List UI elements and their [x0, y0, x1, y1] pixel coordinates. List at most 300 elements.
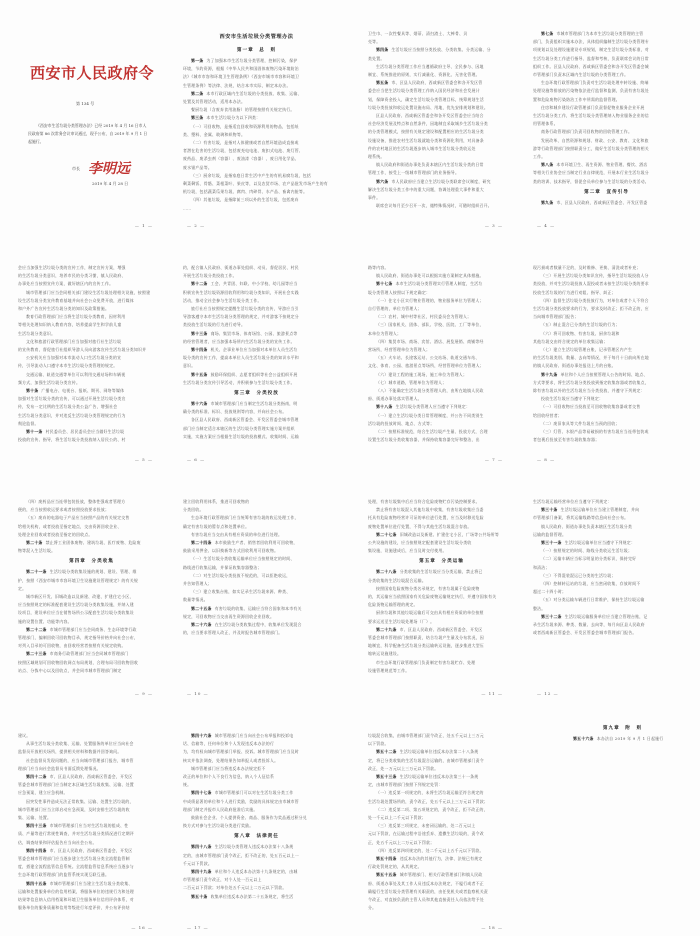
text-line: （二）废旧家具等大件垃圾应当预约回收；: [541, 420, 620, 426]
article-line: [18, 847, 165, 855]
article-line: [18, 650, 165, 658]
text-line: 等相关处理知识纳入教育内容，培养提高学生和学前儿童: [18, 322, 122, 328]
text-line: 统。: [183, 782, 192, 788]
text-line: 营场所，经营管理单位为管理人；: [368, 347, 431, 353]
article-text: 市城市管理部门应当会同商务、生态环境等行政: [49, 626, 137, 632]
article-number: 第十二条: [191, 281, 208, 287]
text-line: 者包裹后投放至有害垃圾收集容器；: [533, 437, 600, 443]
text-line: 开展生活垃圾分类投放工作。: [183, 273, 237, 279]
text-line: 中成绩显著的单位和个人进行奖励，奖励的具体规定由市城市管: [183, 798, 299, 804]
article-number: 第四十二条: [26, 774, 47, 780]
text-line: 处理设施等排放的污染物依法进行监督和监测，负责有害垃圾处: [533, 88, 649, 94]
text-line: 因突发性事件造成无法正常收集、运输、处置生活垃圾的，: [26, 798, 134, 804]
article-line: [183, 346, 330, 354]
text-line: 按照国家危险废物分类名录规定，有害垃圾属于危险废物: [376, 585, 480, 591]
text-line: 建立回收利用体系，推进可回收物的: [183, 499, 250, 504]
article-number: 第十条: [26, 388, 39, 394]
text-line: 度，搭建全流程监管信息系统。全流程监管信息系统应当逐步与: [18, 864, 134, 870]
text-line: 教育行政管理部门应当将生活垃圾分类教育，因材利用: [26, 314, 126, 320]
page-body: [368, 30, 515, 212]
page-body: [533, 498, 680, 680]
article-number: 第五十四条: [376, 856, 397, 862]
page-number: — 12 —: [537, 691, 559, 696]
page-16: [0, 702, 175, 936]
article-line: [183, 868, 330, 876]
text-line: （二）运输车辆应当标示明显的分类标识，保持完好: [541, 556, 637, 562]
article-number: 第四十九条: [191, 869, 212, 875]
chapter-heading: 第一章 总 则: [236, 48, 277, 53]
article-text: 广播电台、电视台、报纸、期刊、网络等媒体: [41, 388, 125, 394]
text-line: 用管理体系。: [533, 121, 558, 127]
article-line: [368, 568, 515, 576]
article-text: 城市管理部门、相关行政管理部门和镇人民政: [399, 872, 483, 878]
text-line: 设施设备，推进农村生活垃圾就地分类和资源化利用，对具备条: [368, 137, 484, 143]
chapter-heading: 第五章 分类运输: [419, 559, 464, 565]
text-line: 市管理部门备案，将其运输线路等信息向社会公布。: [533, 515, 629, 521]
text-line: （七）建立生活垃圾管理台账，记录管理区内产生: [541, 347, 633, 353]
article-text: 市城市管理部门应当对生活垃圾的组成、性: [49, 823, 129, 829]
article-number: 第十九条: [541, 371, 558, 377]
text-line: 约，配合镇人民政府、街道办事处组织、动员、督促居民、村民: [183, 265, 299, 270]
article-line: [533, 371, 680, 379]
article-number: 第三十条: [541, 507, 558, 513]
article-text: 生活垃圾运输单位应当建立管理制度，并向: [560, 507, 640, 513]
text-line: 项规划以及处理设施建设专项规划，制定生活垃圾分类标准，对: [533, 47, 649, 53]
text-line: 令改正，对直接负责的主管人员和其他直接责任人员依法给予处: [368, 897, 484, 903]
article-text: 本市环境卫生、再生资源、物业管理、餐饮、酒店: [556, 162, 648, 168]
page-body: [18, 498, 165, 680]
text-line: 管委会城市管理部门应当逐步建立生活垃圾分类全流程监管制: [18, 856, 130, 862]
text-line: 区县人民政府、西咸新区管委会和各开发区管委会应当结合: [376, 113, 484, 119]
article-text: 市、区县人民政府，西咸新区管委会，开发区: [49, 847, 133, 853]
text-line: 改正的单位和个人不良行为信息，纳入个人征信系: [183, 774, 275, 780]
text-line: 发展改革、自然资源和规划、财政、公安、教育、文化和旅: [541, 137, 649, 143]
text-line: 方式等要求，将生活垃圾分类投放到指定收集容器或者收集点，: [533, 379, 649, 385]
text-line: 交通运输、轨道交通等单位可以利用交通站场和车辆视: [26, 371, 126, 377]
text-line: 废水银产品等。: [183, 164, 212, 170]
page-number: — 4 —: [537, 223, 556, 228]
page-number: — 8 —: [537, 457, 556, 462]
page-9: [0, 468, 175, 702]
article-line: [183, 789, 330, 797]
page-8: [525, 234, 700, 468]
article-text: 市城市管理部门应当制定生活垃圾分类指南，明: [210, 401, 298, 407]
text-line: （四）集贸市场、商场、宾馆、酒店、展览展销、商铺等经: [376, 338, 484, 344]
text-line: 禁止将有害垃圾混入其他垃圾中收集，有害垃圾收集应当委: [376, 507, 484, 513]
article-number: 第五条: [376, 80, 389, 86]
article-text: 工会、共青团、妇联、中小学校、幼儿园等应当: [210, 281, 298, 287]
text-line: 文化和旅游行政管理部门应当加强对旅行社生活垃圾: [26, 338, 122, 344]
page-17: [175, 702, 350, 936]
article-number: 第四十五条: [26, 880, 47, 886]
text-line: （五）火车站、长途客运站、公交站场、轨道交通车站、: [376, 355, 480, 361]
article-line: [183, 732, 330, 740]
page-7: [350, 234, 525, 468]
text-line: （一）住宅小区实行物业管理的，物业服务单位为管理人；: [376, 297, 484, 303]
article-text: 生活垃圾运输单位应当遵守下列规定：: [564, 540, 636, 546]
chapter-heading: 第四章 分类收集: [69, 559, 114, 565]
text-line: 环境，节约资源，根据《中华人民共和国固体废物污染环境防治: [183, 66, 299, 72]
text-line: 规定，可回收物应当交由再生资源回收企业回收。: [183, 613, 275, 619]
text-line: 镇人民政府和街道办事处负责本辖区内生活垃圾分类的日常: [376, 162, 484, 168]
text-line: 意识。: [183, 363, 196, 369]
text-line: 分。: [368, 905, 377, 911]
text-line: 类投放生活垃圾的行为进行劝导。: [183, 322, 246, 328]
text-line: 活垃圾的投放时间、地点、方式等；: [368, 420, 435, 426]
text-line: 组织工作。区县人民政府、西咸新区管委会和各开发区管委会城: [533, 63, 649, 69]
article-text: 市人民政府应当建立生活垃圾分类联席会议制度，研究: [391, 178, 491, 184]
text-line: 元以下罚款，在运输过程中沿途丢弃、遗撒生活垃圾的，责令改: [368, 831, 484, 837]
page-4: [525, 0, 700, 234]
order-date: 2019 年 4 月 28 日: [92, 181, 129, 186]
article-line: [533, 613, 680, 621]
text-line: 设生活垃圾分类宣传教育基地并向社会公众免费开放，进行媒体: [18, 297, 134, 303]
text-line: 要求运送至生活垃圾处理场（厂）。: [368, 618, 435, 624]
article-line: [18, 626, 165, 634]
text-line: 管理工作，接受上一级城市管理部门的业务指导。: [368, 170, 460, 176]
text-line: 导游客遵守本市生活垃圾分类管理的规定，并对游客不按规定分: [183, 314, 299, 320]
article-line: [368, 79, 515, 87]
text-line: 商务行政管理部门负责可回收物的回收管理工作。: [541, 129, 633, 135]
text-line: 以下罚款。: [368, 741, 389, 747]
page-19-appendix: [525, 702, 700, 936]
text-line: 垃圾混合收集，由城市管理部门责令改正，处五千元以上三万元: [368, 733, 484, 738]
text-line: 解决生活垃圾分类工作中的重大问题，协调处理重大事件和重大: [368, 186, 484, 192]
page-body: [368, 732, 515, 914]
article-line: [183, 400, 330, 408]
text-line: 的镇人民政府、街道办事处报送上月的台账。: [533, 363, 616, 369]
text-line: （二）按照标准规范，结合生活垃圾产生量、投放方式，合理: [376, 429, 488, 435]
article-text: 机关、企事业单位应当加强对本单位人员生活垃: [210, 347, 298, 353]
text-line: 分类回收。: [183, 507, 204, 513]
text-line: 二百元以下罚款；对单位处五千元以上二万元以下罚款。: [183, 885, 287, 891]
article-text: 城市管理部门应当向社会公布举报和投诉电: [214, 733, 294, 738]
article-number: 第三十二条: [541, 613, 562, 619]
text-line: 部门应当制定适合本辖区的生活垃圾分类管理实施方案并组织: [183, 425, 295, 431]
text-line: 制宜、系统推进的原则，实行减量化、资源化、无害化管理。: [368, 72, 480, 78]
text-line: （六）建设工程的施工现场，施工单位为管理人；: [376, 371, 468, 377]
article-line: [368, 280, 515, 288]
text-line: 办事处应当按照宣传方案，做好辖区内的宣传工作。: [18, 281, 114, 287]
article-number: 第二十条: [26, 540, 43, 546]
text-line: 的，应当要求管理人改正，并及时报告城市管理部门。: [183, 630, 283, 636]
text-line: （四）控制转运站的垃圾，应当密闭收集，存放时间不: [541, 581, 641, 587]
chapter-heading: 第八章 法律责任: [234, 834, 279, 840]
text-line: 应当按照规定的标准配套建设生活垃圾分类收集设施，并纳入建: [18, 602, 134, 608]
text-line: 录生活垃圾来源、种类、数量、去向等，每月向区县人民政府: [533, 622, 645, 628]
article-text: 市、区县人民政府，西咸新区管委会，开发区: [49, 774, 133, 780]
text-line: 数量等情况。: [183, 597, 208, 603]
text-line: 正，处五千元以上二万元以下罚款；: [368, 839, 435, 845]
page-body: [18, 732, 165, 914]
text-line: 城市管理部门应当将违反本办法规定拒不: [191, 765, 266, 771]
article-text: 旧城改造以及新建、扩建住宅小区，广场等公共场所等: [399, 531, 500, 537]
page-body: [183, 30, 330, 212]
text-line: 处理，有害垃圾集中后应当符合危险废物贮存污染控制要求。: [368, 499, 480, 504]
text-line: 地制宜，科学配备生活垃圾分类运输转运设施，逐步推进大型压: [368, 643, 484, 649]
text-line: 餐厨垃圾（含废弃食用油脂）的管理按照有关规定执行。: [191, 107, 295, 113]
text-line: 服务单位的服务质量和信用等级进行年度评价，并公布评价结: [18, 905, 130, 911]
text-line: （六）将可回收物、有害垃圾、厨余垃圾和: [541, 330, 620, 336]
article-text: 市城市管理部门可以对在生活垃圾分类工作: [214, 790, 294, 796]
article-line: [368, 531, 515, 539]
article-line: [533, 199, 680, 207]
article-text: 为了加强本市生活垃圾分类管理，控制污染，保护: [206, 58, 298, 63]
page-number: — 16 —: [131, 925, 153, 930]
article-number: 第七条: [541, 31, 554, 36]
page-number: — 3 —: [484, 223, 503, 228]
page-body: [18, 264, 165, 446]
text-line: 缩转运设施建设。: [368, 651, 402, 657]
text-line: 社会监督员发现问题的，应当向城市管理部门报告，城市管: [26, 757, 134, 763]
text-line: 类处置。: [368, 55, 385, 61]
page-1-cover: [0, 0, 175, 234]
text-line: 应急预案，建立应急机制。: [18, 790, 68, 796]
text-line: 积极宣传生活垃圾资源回收利用和垃圾分类知识，开展社会实践: [183, 289, 299, 295]
text-line: 为，均有权向城市管理部门举报、投诉。城市管理部门应当及时: [183, 749, 299, 755]
text-line: 旅行社应当按照规定提醒生活垃圾分类的宣传，导游应当引: [191, 306, 299, 312]
article-line: [18, 539, 165, 547]
article-text: 鼓励环保组织、志愿者组织等社会公益组织开展: [210, 371, 298, 377]
article-text: 市城市管理部门应当建立生活垃圾分类收集、: [49, 880, 133, 886]
article-number: 第十六条: [191, 401, 208, 407]
text-line: 站点、分拣中心以及回收点，并会同市城市管理部门制定: [18, 667, 122, 673]
page-number: — 18 —: [481, 925, 503, 930]
text-line: 设置生活垃圾分类收集容器，并保持收集容器完好和整洁，出: [368, 437, 480, 443]
article-text: 生活垃圾运输服务单位应当建立管理台账，记: [564, 613, 648, 619]
article-line: [533, 506, 680, 514]
text-line: 分类收集的生活垃圾混合运输。: [368, 577, 426, 583]
article-text: 商场、集贸市场、体育场馆、公园、旅游景点等: [210, 330, 298, 336]
regulation-title: 西安市生活垃圾分类管理办法: [219, 34, 294, 40]
article-text: 单位和个人违反本办法第十九条规定的，由城: [214, 869, 298, 875]
text-line: 给回收经营者；: [533, 412, 562, 418]
text-line: 对列入目录的可回收物，由回收经营者按照有关规定收购。: [18, 643, 126, 649]
page-body: [533, 264, 680, 446]
text-line: 频方式，加强生活垃圾分类宣传。: [18, 379, 81, 385]
page-2: [175, 0, 350, 234]
chapter-heading: 第三章 分类投放: [234, 391, 279, 397]
text-line: 千元以下罚款。: [183, 860, 212, 866]
text-line: 者潜在危害的生活垃圾，包括废充电电池、废扣式电池、废灯管、: [183, 148, 304, 154]
article-number: 第五十六条: [573, 736, 594, 741]
page-number: — 10 —: [187, 691, 209, 696]
text-line: 的宣传教育，督促旅行社组织导游人员向游客宣传生活垃圾分类知识并: [18, 347, 147, 353]
text-line: （三）违反第三项规定，未密闭运输的，处二百元以上: [376, 823, 476, 829]
text-line: 估，调查结果和评估报告应当向社会公布。: [18, 839, 97, 845]
article-line: [183, 893, 330, 901]
text-line: 自行管理的，单位为管理人；: [368, 306, 422, 312]
text-line: 厨余垃圾和其他垃圾运输后可交由具有相应资质的单位按照: [376, 610, 484, 616]
article-line: [18, 428, 165, 436]
text-line: 确分类的标准、标识、投放规则等内容，并向社会公布。: [183, 409, 287, 415]
text-line: 生活垃圾分类工作进行指导、监督和考核，负责联席会议的日常: [533, 55, 649, 61]
text-line: 生活垃圾分类意识，并对违反生活垃圾分类管理规定的行为: [18, 412, 126, 418]
text-line: 除有害垃圾以外的生活垃圾应当分类投放，并遵守下列规定：: [533, 388, 645, 394]
text-line: （二）有害垃圾，是指对人体健康或者自然环境造成直接或: [191, 140, 299, 146]
article-line: [368, 403, 515, 411]
text-line: 集、运输、处置。: [18, 815, 52, 821]
text-line: 生活垃圾分类管理工作应当遵循政府主导、全民参与、因地: [376, 63, 484, 69]
text-line: 市管理部门负责本区域内生活垃圾的分类管理工作。: [533, 72, 629, 78]
text-line: 结果等信息纳入信用档案和环境卫生服务单位信用评价体系，对: [18, 897, 134, 903]
article-number: 第三条: [191, 115, 204, 121]
text-line: 生管理条例》等法律、法规，结合本市实际，制定本办法。: [183, 82, 291, 88]
text-line: 生活垃圾分类投放要求的行为，要求及时改正；拒不改正的，应: [533, 306, 649, 312]
article-line: [533, 161, 680, 169]
article-text: 本市鼓励生产者、销售者回收利用可回收物，: [214, 540, 298, 546]
text-line: 传，引导流动人口遵守本市生活垃圾分类管理的规定。: [18, 363, 118, 369]
text-line: （三）开展生活垃圾分类知识宣传，指导生活垃圾投放人分: [541, 273, 649, 279]
text-line: 各区县人民政府、西咸新区管委会、开发区管委会城市管理: [191, 417, 299, 423]
promulgation-text: 《西安市生活垃圾分类管理办法》已经 2019 年 4 月 16 日市人民政府第 86 次常务会议审议通过，现予公布，自 2019 年 9 月 1 日起施行。: [28, 123, 148, 144]
article-line: [183, 330, 330, 338]
article-number: 第四十六条: [191, 733, 212, 738]
text-line: 和清洁；: [533, 564, 550, 570]
text-line: 壳等。: [368, 39, 381, 45]
article-number: 第二条: [191, 90, 204, 96]
text-line: （三）不得混装混运已分类的生活垃圾；: [541, 572, 616, 578]
text-line: 定的，由城市管理部门责令改正，拒不改正的，处五百元以上一: [183, 852, 299, 858]
text-line: 危险货物运输管理的规定。: [368, 602, 418, 608]
text-line: 生活垃圾分类宣传引导活动，并积极参与生活垃圾分类工作。: [183, 379, 295, 385]
text-line: （三）建立收集台账，如实记录生活垃圾来源、种类、: [191, 589, 291, 595]
page-body: [368, 264, 515, 446]
text-line: 机垃圾，包括蔬菜瓜果垃圾、腐肉、肉碎骨、水产品、畜禽内脏等。: [183, 189, 308, 195]
text-line: 话、信箱等，任何单位和个人发现违反本办法的行: [183, 741, 275, 747]
page-body: [183, 264, 330, 446]
text-line: 鼓励社会企业、个人提供资金、商品、服务作为奖品通过积分兑: [191, 815, 307, 821]
text-line: 垃圾分类投放和收运处置设施布局、用地，优先安排规划和建设。: [368, 104, 489, 110]
article-text: 本市行政区域内生活垃圾的分类投放、收集、运输、: [206, 90, 302, 96]
text-line: 府、街道办事处落实管理人。: [368, 396, 422, 402]
text-line: 生态环境行政管理部门的监管系统实现互联互通。: [18, 872, 110, 878]
text-line: （八）不能确定生活垃圾分类管理人的，由所在地镇人民政: [376, 388, 484, 394]
article-text: 禁止将工业固体废物、建筑垃圾、医疗废物、危险废: [45, 540, 141, 546]
article-number: 第五十五条: [376, 872, 397, 878]
page-11: [350, 468, 525, 702]
text-line: 生活垃圾分类工作，将生活垃圾分类管理纳入物业服务企业的信: [533, 113, 649, 119]
page-body: [368, 498, 515, 680]
page-body: [565, 722, 680, 914]
article-number: 第十七条: [376, 281, 393, 287]
text-line: （一）按照规定的时间、路线分类收运生活垃圾；: [541, 548, 633, 554]
text-line: 有害垃圾应当交由具有相应资质的单位进行处理。: [191, 531, 283, 537]
text-line: （七）城市道路，管理单位为管理人；: [376, 379, 447, 385]
text-line: 给相关机构，或者投放至指定地点，交由资源回收企业、: [18, 523, 122, 529]
text-line: （四）其他垃圾，是指除前三项以外的生活垃圾，包括废弃: [191, 197, 299, 203]
text-line: 监督员开放相关场所，提供相关材料和数据并回答询问。: [18, 749, 122, 755]
page-3: [350, 0, 525, 234]
text-line: 托具有危险废物经营许可证的单位进行处置，应当及时移送危险: [368, 515, 484, 521]
order-title: 西安市人民政府令: [30, 64, 155, 82]
article-line: [183, 605, 330, 613]
text-line: 确定有害垃圾的暂存点和处置单位。: [183, 523, 250, 529]
text-line: 废物处置单位进行处置，不得与其他生活垃圾混合存放。: [368, 523, 472, 529]
text-line: 城市新区开发、旧城改造以及新建、改建、扩建住宅小区，: [26, 594, 134, 600]
text-line: 剩菜剩饭、骨骼、菜根菜叶、果皮等，以及农贸市场、农产品批发市场产生的有: [183, 181, 328, 187]
text-line: 行政处罚规定的，从其规定。: [368, 864, 422, 870]
article-number: 第十五条: [191, 371, 208, 377]
text-line: 管理部门，编制回收可回收物目录，规定指导价格并向社会公布，: [18, 635, 139, 641]
text-line: （二）对生活垃圾分类投放不规范的，可以拒绝收运，: [191, 572, 291, 578]
text-line: 超过二十四小时；: [533, 589, 567, 595]
article-text: 生活垃圾应当按照分类投放、分类收集、分类运输、分: [391, 47, 491, 53]
article-text: 收集单位违反本办法第二十五条规定，将生活: [210, 893, 294, 899]
text-line: 府、街道办事处及其工作人员违反本办法规定，不履行或者不正: [368, 880, 484, 886]
text-line: 质、产量等进行常规性调查，并对生活垃圾分类情况进行定期评: [18, 831, 134, 837]
page-body: [183, 732, 330, 914]
article-line: [533, 30, 680, 38]
text-line: 确履行生活垃圾分类管理有关职责的，由任免机关或者监察机关责: [368, 888, 489, 894]
article-number: 第一条: [191, 58, 204, 63]
article-line: [368, 178, 515, 186]
text-line: 等相关行业协会应当制定行业自律规范，开展本行业生活垃圾分: [533, 170, 649, 176]
article-number: 第五十条: [191, 893, 208, 899]
article-text: 生活垃圾运输单位违反本办法第三十一条规: [399, 774, 479, 780]
text-line: 联席会议每月至少召开一次，遇特殊情况时，可随时组织召开。: [376, 203, 492, 209]
article-line: [183, 621, 330, 629]
article-text: 市城市管理部门为本市生活垃圾分类管理的主管: [556, 31, 644, 36]
text-line: 文化、体育、公园、旅游景点等场所，经营管理单位为管理人；: [368, 363, 484, 369]
article-line: [183, 371, 330, 379]
article-line: [533, 539, 680, 547]
text-line: （二）农村、城中村等社区，村民委员会为管理人；: [376, 314, 472, 320]
text-line: 整洁。: [533, 605, 546, 611]
page-number: — 7 —: [484, 457, 503, 462]
text-line: 鼓励采用押金、以旧换新等方式回收利用可回收物。: [183, 548, 279, 554]
article-number: 第二十九条: [376, 626, 397, 632]
article-line: [183, 843, 330, 851]
text-line: （五）制止混合已分类的生活垃圾的行为；: [541, 322, 620, 328]
text-line: 集设施，设施建成后，应当及时交付使用。: [368, 548, 447, 554]
article-number: 第二十六条: [191, 622, 212, 628]
article-line: [183, 539, 330, 547]
article-text: 生活垃圾分类管理人应当遵守下列规定：: [395, 404, 471, 410]
article-number: 第三十一条: [541, 540, 562, 546]
text-line: （一）可回收物应当投放至可回收物收集容器或者交售: [541, 404, 641, 410]
text-line: 定，将已分类收集的生活垃圾混合运输的，由城市管理部门责令: [368, 757, 484, 763]
article-text: 市商务行政管理部门应当会同城市管理部门: [49, 651, 129, 657]
text-line: 镇人民政府、街道办事处可以根据实施方案制定具体措施。: [376, 273, 484, 279]
text-line: 路等内容。: [368, 265, 389, 270]
article-number: 第五十三条: [376, 774, 397, 780]
page-body: [533, 30, 680, 212]
page-number: — 1 —: [134, 223, 153, 228]
text-line: 市生态环境行政管理部门负责制定有害垃圾贮存、处理: [376, 659, 476, 665]
text-line: 的分类管理模式，按照有关规定建设和配置相应的生活垃圾分类: [368, 129, 484, 135]
article-number: 第四十七条: [191, 790, 212, 796]
text-line: 从事生活垃圾分类收集、运输、处置服务的单位应当向社会: [26, 741, 134, 747]
text-line: 设项目，建设单位应当在销售场所公示配套生活垃圾分类收集设: [18, 610, 134, 616]
text-line: 生态环境行政管理部门负责对生活垃圾处理中转设施、终端: [541, 80, 649, 86]
text-line: （三）厨余垃圾，是指家庭日常生活中产生的有机易腐垃圾，包括: [191, 172, 312, 178]
page-number: — 6 —: [187, 457, 206, 462]
article-number: 第八条: [541, 162, 554, 168]
text-line: 的，其运输应当依照国家有关危险废物运输规定执行，并遵守国家有关: [368, 594, 497, 600]
text-line: （三）国家机关、团体、部队、学校、医院、工厂等单位，: [376, 322, 484, 328]
article-number: 第四条: [376, 47, 389, 53]
chapter-heading: 第二章 宣传引导: [584, 189, 629, 195]
text-line: 或者西咸新区管委会、开发区管委会城市管理部门报告。: [533, 630, 637, 636]
page-number: — 2 —: [187, 223, 206, 228]
article-text: 本市生活垃圾分类管理实行管理人制度，生活垃: [395, 281, 483, 287]
text-line: 城市管理部门应当会同相关部门建设生活垃圾处理相关设施，按照建: [26, 289, 151, 295]
article-line: [368, 748, 515, 756]
article-number: 第十八条: [376, 404, 393, 410]
page-number: — 9 —: [134, 691, 153, 696]
chapter-heading: 第九章 附 则: [602, 726, 643, 731]
